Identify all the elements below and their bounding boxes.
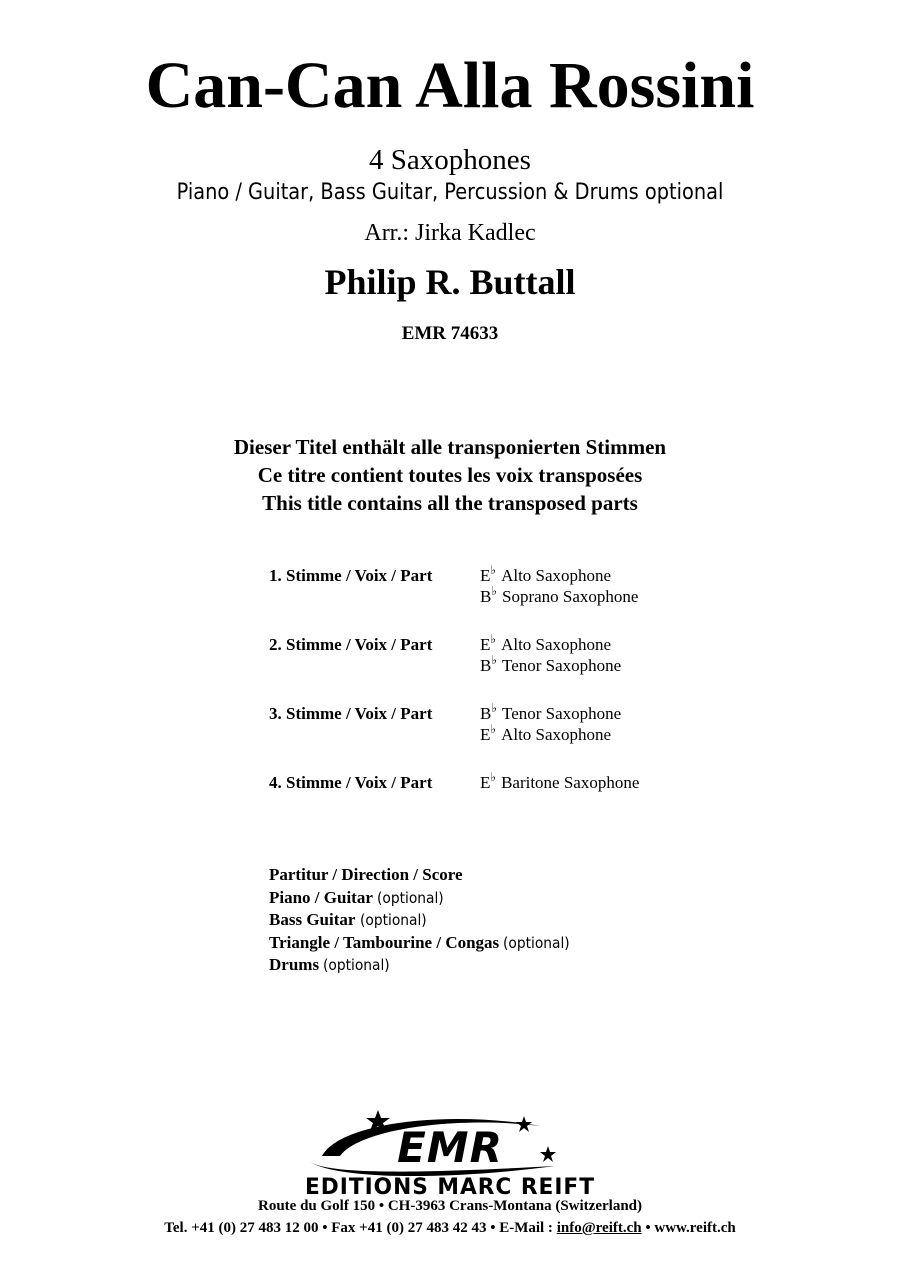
instrument-name: Baritone Saxophone [501,773,640,792]
part-1 [269,563,829,635]
extra-note: (optional) [359,911,427,929]
contact-phone-fax: Tel. +41 (0) 27 483 12 00 • Fax +41 (0) 27 483 42 43 • E-Mail : [164,1220,557,1236]
key-letter: E [480,773,491,792]
part-label: 2. Stimme / Voix / Part [269,635,433,654]
extra-name: Partitur / Direction / Score [269,865,463,884]
instrument [480,653,622,677]
flat-icon: ♭ [490,770,497,784]
part-label: 3. Stimme / Voix / Part [269,704,433,723]
instrument [480,584,639,608]
extra-note: (optional) [503,933,571,952]
contact-website: • www.reift.ch [641,1220,736,1236]
key-letter: E [480,566,491,585]
part-3 [269,701,829,773]
extra-item [269,887,576,910]
publisher-contact [0,1218,900,1238]
instrument-name: Alto Saxophone [501,725,612,744]
extra-item [269,909,576,932]
extra-note: (optional) [377,888,444,907]
star-icon [516,1116,532,1132]
instrument-name: Tenor Saxophone [502,704,622,723]
key-letter: B [480,656,492,675]
part-2 [269,632,829,704]
note-french: Ce titre contient toutes les voix transposées [257,463,643,487]
publisher-address: Route du Golf 150 • CH-3963 Crans-Montana (Switzerland) [258,1198,642,1214]
extra-name: Bass Guitar [269,910,356,929]
part-instruments [480,632,622,677]
parts-list [269,563,829,813]
flat-icon: ♭ [491,701,498,715]
instrument [480,701,622,725]
extra-item [269,932,576,955]
note-english: This title contains all the transposed parts [262,491,638,515]
note-german: Dieser Titel enthält alle transponierten Stimmen [233,435,667,459]
star-icon [540,1146,556,1162]
instrument [480,770,640,794]
key-letter: E [480,635,491,654]
instrument-name: Tenor Saxophone [502,656,622,675]
page-title: Can-Can Alla Rossini [145,49,755,122]
logo-text: EMR [397,1123,503,1172]
arranger: Arr.: Jirka Kadlec [364,220,536,246]
flat-icon: ♭ [491,653,498,667]
key-letter: B [480,704,492,723]
instrument-name: Alto Saxophone [501,635,612,654]
flat-icon: ♭ [491,584,498,598]
part-label: 4. Stimme / Voix / Part [269,773,433,792]
instrument [480,722,621,746]
part-instruments [480,770,640,794]
flat-icon: ♭ [490,632,497,646]
catalog-number: EMR 74633 [401,323,499,344]
part-label: 1. Stimme / Voix / Part [269,566,433,585]
extra-name: Triangle / Tambourine / Congas [269,932,500,952]
instrument [480,563,638,587]
flat-icon: ♭ [490,722,497,736]
instrument-name: Soprano Saxophone [502,587,639,606]
publisher-logo [300,1104,600,1198]
part-instruments [480,701,622,746]
ensemble-subtitle: 4 Saxophones [369,144,531,176]
extra-name: Piano / Guitar [269,887,373,907]
extras-list [269,864,576,977]
key-letter: E [480,725,491,744]
composer: Philip R. Buttall [324,262,576,302]
extra-item [269,954,576,977]
flat-icon: ♭ [490,563,497,577]
key-letter: B [480,587,492,606]
instrument-name: Alto Saxophone [501,566,612,585]
extra-name: Drums [269,955,320,974]
email-link[interactable]: info@reift.ch [556,1220,642,1236]
instrument [480,632,621,656]
instrumentation-line: Piano / Guitar, Bass Guitar, Percussion & Drums optional [176,180,724,205]
part-4 [269,770,829,813]
extra-item [269,864,576,887]
part-instruments [480,563,639,608]
publisher-name: EDITIONS MARC REIFT [305,1175,595,1198]
extra-note: (optional) [323,956,391,974]
